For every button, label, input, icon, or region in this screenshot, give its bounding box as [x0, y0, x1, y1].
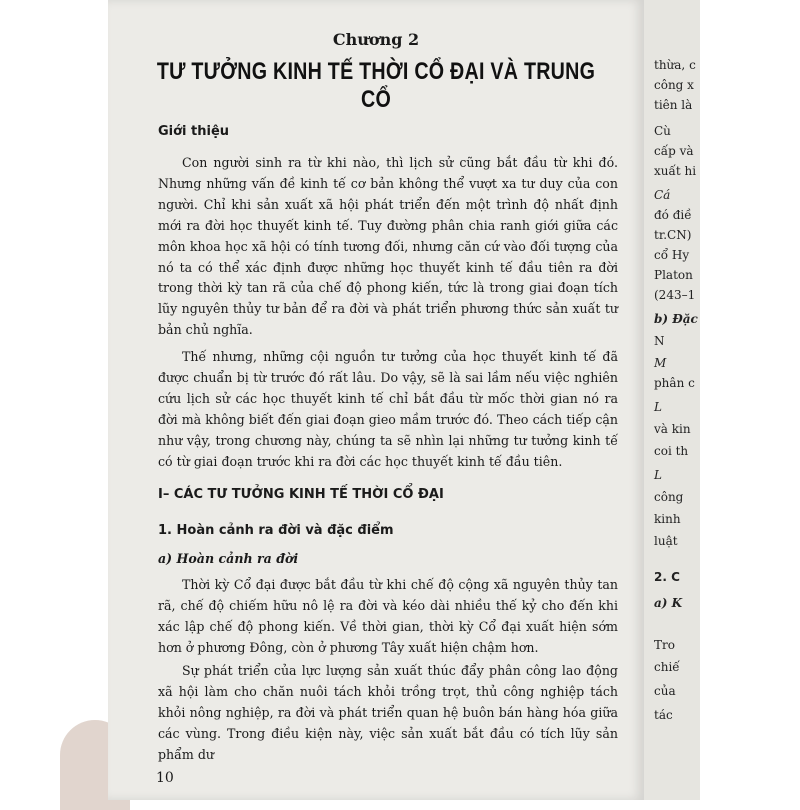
intro-paragraph-2: Thế nhưng, những cội nguồn tư tưởng của học thuyết kinh tế đã được chuẩn bị từ trước đó rất lâu. Do vậy, sẽ là sai lầm nếu việc nghiên cứu lịch sử các học thuyết kinh tế chỉ bắt đầu từ mốc thời gian nó ra đời mà không biết đến giai đoạn gieo mầm trước đó. Theo cách tiếp cận như vậy, trong chương này, chúng ta sẽ nhìn lại những tư tưởng kinh tế có từ giai đoạn trước khi ra đời các học thuyết kinh tế đầu tiên. — [158, 349, 618, 469]
chapter-title: TƯ TƯỞNG KINH TẾ THỜI CỔ ĐẠI VÀ TRUNG CỔ — [156, 58, 596, 113]
right-line: Tro — [654, 638, 675, 652]
right-line: Cá — [654, 188, 671, 202]
right-line: tr.CN) — [654, 228, 692, 242]
intro-heading: Giới thiệu — [158, 124, 230, 139]
subsection-heading: 1. Hoàn cảnh ra đời và đặc điểm — [158, 523, 394, 538]
right-line: cổ Hy — [654, 248, 690, 262]
right-line: Platon — [654, 268, 693, 282]
right-line: (243–1 — [654, 288, 696, 302]
intro-paragraph-1: Con người sinh ra từ khi nào, thì lịch sử cũng bắt đầu từ khi đó. Nhưng những vấn đề kinh tế cơ bản không thể vượt xa tư duy của con người. Chỉ khi sản xuất xã hội phát triển đến một trình độ nhất định mới ra đời học thuyết kinh tế. Tuy đường phân chia ranh giới giữa các môn khoa học xã hội có tính tương đối, nhưng căn cứ vào đối tượng của nó ta có thể xác định được những học thuyết kinh tế đầu tiên ra đời trong thời kỳ tan rã của chế độ phong kiến, tức là trong giai đoạn tích lũy nguyên thủy tư bản để ra đời và phát triển phương thức sản xuất tư bản chủ nghĩa. — [158, 155, 618, 338]
right-line: a) K — [654, 596, 683, 610]
chapter-label: Chương 2 — [332, 30, 420, 49]
right-line: và kin — [654, 422, 691, 436]
right-line: luật — [654, 534, 678, 548]
right-line: phân c — [654, 376, 695, 390]
right-line: b) Đặc — [654, 312, 698, 326]
right-line: công — [654, 490, 684, 504]
right-line: thừa, c — [654, 58, 696, 72]
right-line: đó điề — [654, 208, 692, 222]
right-line: kinh — [654, 512, 681, 526]
right-line: Cù — [654, 124, 671, 138]
right-line: cấp và — [654, 144, 694, 158]
left-page — [108, 0, 644, 800]
body-paragraph-2: Sự phát triển của lực lượng sản xuất thúc đẩy phân công lao động xã hội làm cho chăn nuôi tách khỏi trồng trọt, thủ công nghiệp tách khỏi nông nghiệp, ra đời và phát triển quan hệ buôn bán hàng hóa giữa các vùng. Trong điều kiện này, việc sản xuất bắt đầu có tích lũy sản phẩm dư — [158, 663, 618, 762]
section-heading: I– CÁC TƯ TƯỞNG KINH TẾ THỜI CỔ ĐẠI — [158, 487, 444, 502]
right-line: xuất hi — [654, 164, 697, 178]
right-line: 2. C — [654, 570, 680, 584]
right-line: tiên là — [654, 98, 693, 112]
right-line: công x — [654, 78, 694, 92]
right-line: L — [654, 400, 662, 414]
subsubsection-heading: a) Hoàn cảnh ra đời — [158, 551, 299, 566]
right-line: chiế — [654, 660, 680, 674]
page-number: 10 — [156, 770, 174, 786]
right-line: L — [654, 468, 662, 482]
right-line: N — [654, 334, 665, 348]
left-margin-background — [0, 0, 108, 800]
right-line: tác — [654, 708, 673, 722]
right-line: của — [654, 684, 676, 698]
right-line: M — [654, 356, 667, 370]
body-paragraph-1: Thời kỳ Cổ đại được bắt đầu từ khi chế độ cộng xã nguyên thủy tan rã, chế độ chiếm hữu nô lệ ra đời và kéo dài nhiều thế kỷ cho đến khi xác lập chế độ phong kiến. Về thời gian, thời kỳ Cổ đại xuất hiện sớm hơn ở phương Đông, còn ở phương Tây xuất hiện chậm hơn. — [158, 577, 618, 655]
right-line: coi th — [654, 444, 689, 458]
right-page — [644, 0, 700, 800]
